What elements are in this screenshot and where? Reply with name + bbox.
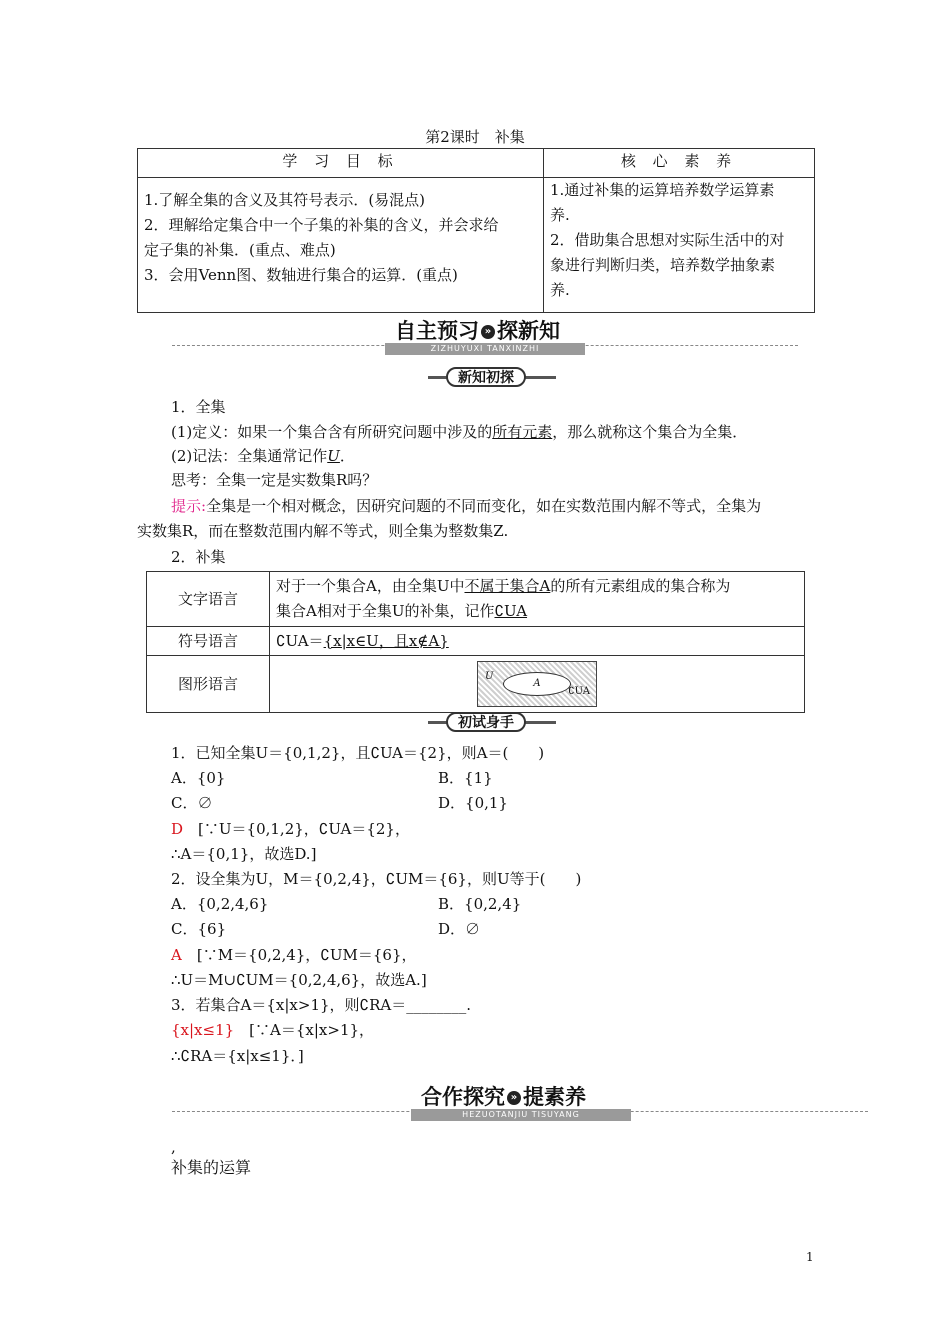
answer-1: D [∵U＝{0,1,2}，∁UA＝{2}， <box>171 820 410 838</box>
literacy-line: 养. <box>550 206 570 224</box>
option: B．{1} <box>438 769 493 787</box>
hint-label: 提示: <box>171 497 207 515</box>
objectives-header: 学 习 目 标 <box>138 149 544 178</box>
literacy-line: 象进行判断归类，培养数学抽象素 <box>550 256 776 274</box>
universal-notation: (2)记法：全集通常记作U． <box>171 447 355 465</box>
arrow-icon: » <box>507 1091 521 1105</box>
answer-2: A [∵M＝{0,2,4}，∁UM＝{6}， <box>171 946 417 964</box>
section-banner-explore <box>172 1081 868 1121</box>
hint-line: 提示:全集是一个相对概念，因研究问题的不同而变化，如在实数范围内解不等式，全集为 <box>171 497 762 515</box>
objectives-table <box>137 148 815 313</box>
complement-heading: 2．补集 <box>171 548 226 566</box>
hint-line-2: 实数集R，而在整数范围内解不等式，则全集为整数集Z. <box>137 522 509 540</box>
objectives-cell <box>138 178 544 313</box>
text-language-key: 文字语言 <box>147 572 270 627</box>
question-1: 1．已知全集U＝{0,1,2}，且∁UA＝{2}，则A＝( ) <box>171 744 545 762</box>
option: D．{0,1} <box>438 794 508 812</box>
objective-line: 3．会用Venn图、数轴进行集合的运算．(重点) <box>144 266 458 284</box>
question-2: 2．设全集为U，M＝{0,2,4}，∁UM＝{6}，则U等于( ) <box>171 870 582 888</box>
objective-line: 2．理解给定集合中一个子集的补集的含义，并会求给 <box>144 216 499 234</box>
option: A．{0} <box>171 769 226 787</box>
symbol-language-value: ∁UA＝{x|x∈U，且x∉A} <box>270 627 805 656</box>
literacy-line: 2．借助集合思想对实际生活中的对 <box>550 231 785 249</box>
objective-line: 定子集的补集．(重点、难点) <box>144 241 336 259</box>
arrow-icon: » <box>481 325 495 339</box>
section-subtitle: ZIZHUYUXI TANXINZHI <box>385 343 585 355</box>
stray-comma: , <box>171 1138 176 1156</box>
section-title: 合作探究 » 提素养 <box>421 1085 586 1109</box>
lesson-title: 第2课时 补集 <box>425 128 525 146</box>
option: B．{0,2,4} <box>438 895 522 913</box>
option: C．{6} <box>171 920 227 938</box>
explanation: ∴A＝{0,1}，故选D.] <box>171 845 317 863</box>
graphic-language-value <box>270 656 805 713</box>
option: A．{0,2,4,6} <box>171 895 269 913</box>
answer-3: {x|x≤1} [∵A＝{x|x>1}， <box>171 1021 375 1039</box>
topic-heading: 补集的运算 <box>171 1158 252 1177</box>
section-subtitle: HEZUOTANJIU TISUYANG <box>411 1109 631 1121</box>
literacy-line: 养. <box>550 281 570 299</box>
venn-diagram <box>477 661 597 707</box>
graphic-language-key: 图形语言 <box>147 656 270 713</box>
explanation: ∴∁RA＝{x|x≤1}．] <box>171 1047 304 1065</box>
complement-table <box>146 571 805 713</box>
venn-complement-label: ∁UA <box>568 686 590 697</box>
section-banner-preview <box>172 315 798 355</box>
explanation: ∴U＝M∪∁UM＝{0,2,4,6}，故选A.] <box>171 971 427 989</box>
symbol-language-key: 符号语言 <box>147 627 270 656</box>
text-language-value: 对于一个集合A，由全集U中不属于集合A的所有元素组成的集合称为 集合A相对于全集U的补集，记作∁UA <box>270 572 805 627</box>
universal-heading: 1．全集 <box>171 398 226 416</box>
objective-line: 1.了解全集的含义及其符号表示．(易混点) <box>144 191 426 209</box>
option: D．∅ <box>438 920 481 938</box>
page-number: 1 <box>806 1250 814 1264</box>
pill-heading-new-knowledge: 新知初探 <box>428 367 556 387</box>
venn-set-a: A <box>503 672 571 696</box>
pill-heading-try: 初试身手 <box>428 712 556 732</box>
literacy-cell <box>544 178 815 313</box>
think-question: 思考：全集一定是实数集R吗？ <box>171 471 378 489</box>
section-title: 自主预习 » 探新知 <box>395 319 560 343</box>
venn-universal-label: U <box>485 671 494 682</box>
question-3: 3．若集合A＝{x|x>1}，则∁RA＝________. <box>171 996 471 1014</box>
option: C．∅ <box>171 794 213 812</box>
literacy-header: 核 心 素 养 <box>544 149 815 178</box>
literacy-line: 1.通过补集的运算培养数学运算素 <box>550 181 775 199</box>
universal-definition: (1)定义：如果一个集合含有所研究问题中涉及的所有元素，那么就称这个集合为全集． <box>171 423 748 441</box>
